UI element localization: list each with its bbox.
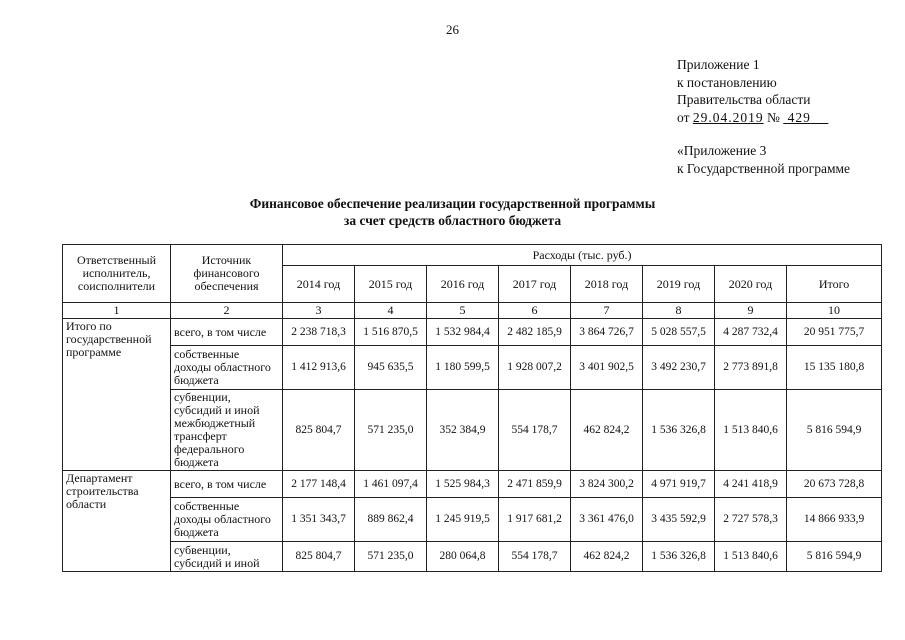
value-cell: 280 064,8 — [427, 542, 499, 572]
column-index: 9 — [715, 303, 787, 319]
table-row — [63, 471, 882, 498]
value-cell: 1 917 681,2 — [499, 498, 571, 542]
executor-cell: Департамент строительства области — [63, 471, 171, 572]
value-cell: 554 178,7 — [499, 390, 571, 471]
table-row — [63, 346, 882, 390]
value-cell: 571 235,0 — [355, 390, 427, 471]
value-cell: 1 351 343,7 — [283, 498, 355, 542]
column-index: 6 — [499, 303, 571, 319]
value-cell: 2 471 859,9 — [499, 471, 571, 498]
appendix-line: к постановлению — [677, 74, 777, 90]
document-title — [0, 195, 905, 229]
value-cell: 4 971 919,7 — [643, 471, 715, 498]
header-year: 2016 год — [427, 266, 499, 303]
appendix-line: Приложение 1 — [677, 57, 760, 72]
title-line: за счет средств областного бюджета — [343, 213, 562, 228]
value-cell: 889 862,4 — [355, 498, 427, 542]
column-index: 7 — [571, 303, 643, 319]
value-cell: 2 177 148,4 — [283, 471, 355, 498]
value-cell: 3 361 476,0 — [571, 498, 643, 542]
value-cell: 1 525 984,3 — [427, 471, 499, 498]
column-index: 2 — [171, 303, 283, 319]
appendix-line: Правительства области — [677, 92, 811, 107]
header-year: 2018 год — [571, 266, 643, 303]
appendix-block — [677, 56, 850, 177]
value-cell: 3 824 300,2 — [571, 471, 643, 498]
header-year: 2020 год — [715, 266, 787, 303]
value-cell: 1 245 919,5 — [427, 498, 499, 542]
value-cell: 3 864 726,7 — [571, 319, 643, 346]
resolution-number-value: 429 — [787, 109, 811, 125]
resolution-number — [783, 110, 828, 125]
value-cell: 2 238 718,3 — [283, 319, 355, 346]
value-cell: 4 241 418,9 — [715, 471, 787, 498]
date-prefix: от — [677, 109, 690, 125]
value-cell: 462 824,2 — [571, 542, 643, 572]
header-year: 2019 год — [643, 266, 715, 303]
number-sign: № — [766, 109, 780, 125]
value-cell: 14 866 933,9 — [787, 498, 882, 542]
page-number: 26 — [446, 22, 459, 37]
value-cell: 3 401 902,5 — [571, 346, 643, 390]
value-cell: 825 804,7 — [283, 390, 355, 471]
value-cell: 20 951 775,7 — [787, 319, 882, 346]
value-cell: 352 384,9 — [427, 390, 499, 471]
source-cell: собственные доходы областного бюджета — [171, 498, 283, 542]
table-row — [63, 319, 882, 346]
value-cell: 1 536 326,8 — [643, 542, 715, 572]
table-row — [63, 498, 882, 542]
finance-table — [62, 244, 882, 572]
value-cell: 3 435 592,9 — [643, 498, 715, 542]
value-cell: 2 482 185,9 — [499, 319, 571, 346]
value-cell: 2 727 578,3 — [715, 498, 787, 542]
header-source: Источник финансового обеспечения — [171, 245, 283, 303]
column-index: 5 — [427, 303, 499, 319]
source-cell: собственные доходы областного бюджета — [171, 346, 283, 390]
source-cell: субвенции, субсидий и иной — [171, 542, 283, 572]
value-cell: 825 804,7 — [283, 542, 355, 572]
value-cell: 1 412 913,6 — [283, 346, 355, 390]
value-cell: 1 461 097,4 — [355, 471, 427, 498]
resolution-date: 29.04.2019 — [692, 109, 764, 125]
value-cell: 945 635,5 — [355, 346, 427, 390]
source-cell: всего, в том числе — [171, 319, 283, 346]
value-cell: 3 492 230,7 — [643, 346, 715, 390]
value-cell: 1 180 599,5 — [427, 346, 499, 390]
header-year: 2017 год — [499, 266, 571, 303]
header-executor: Ответственный исполнитель, соисполнители — [63, 245, 171, 303]
column-index: 4 — [355, 303, 427, 319]
header-year: 2014 год — [283, 266, 355, 303]
value-cell: 571 235,0 — [355, 542, 427, 572]
appendix-line: к Государственной программе — [677, 160, 851, 176]
header-total: Итого — [787, 266, 882, 303]
table-row — [63, 542, 882, 572]
source-cell: всего, в том числе — [171, 471, 283, 498]
column-index: 8 — [643, 303, 715, 319]
value-cell: 2 773 891,8 — [715, 346, 787, 390]
column-index: 3 — [283, 303, 355, 319]
value-cell: 5 816 594,9 — [787, 542, 882, 572]
column-index: 10 — [787, 303, 882, 319]
value-cell: 1 928 007,2 — [499, 346, 571, 390]
value-cell: 5 028 557,5 — [643, 319, 715, 346]
value-cell: 1 513 840,6 — [715, 390, 787, 471]
value-cell: 1 513 840,6 — [715, 542, 787, 572]
value-cell: 4 287 732,4 — [715, 319, 787, 346]
value-cell: 554 178,7 — [499, 542, 571, 572]
column-index: 1 — [63, 303, 171, 319]
value-cell: 1 536 326,8 — [643, 390, 715, 471]
title-line: Финансовое обеспечение реализации государственной программы — [249, 196, 656, 211]
appendix-date-line — [677, 109, 850, 127]
value-cell: 15 135 180,8 — [787, 346, 882, 390]
value-cell: 1 516 870,5 — [355, 319, 427, 346]
value-cell: 5 816 594,9 — [787, 390, 882, 471]
header-expenses: Расходы (тыс. руб.) — [283, 245, 882, 266]
executor-cell: Итого по государственной программе — [63, 319, 171, 471]
source-cell: субвенции, субсидий и иной межбюджетный трансферт федерального бюджета — [171, 390, 283, 471]
appendix-line: «Приложение 3 — [677, 143, 767, 158]
table-row — [63, 390, 882, 471]
value-cell: 20 673 728,8 — [787, 471, 882, 498]
header-year: 2015 год — [355, 266, 427, 303]
value-cell: 462 824,2 — [571, 390, 643, 471]
value-cell: 1 532 984,4 — [427, 319, 499, 346]
